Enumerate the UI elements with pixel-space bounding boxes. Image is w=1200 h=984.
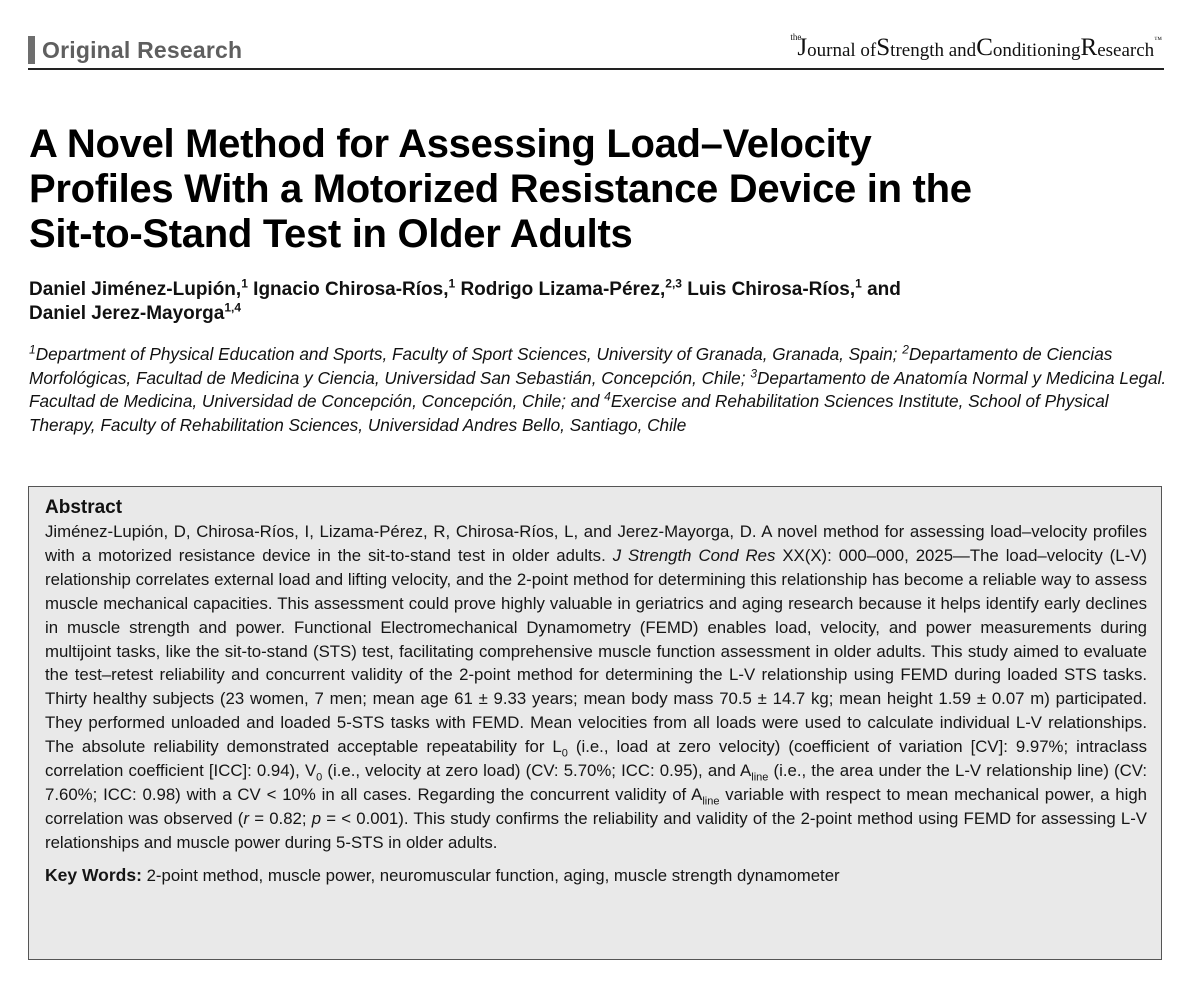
affiliation: Department of Physical Education and Sports, Faculty of Sport Sciences, University of Granada, Granada, Spain; (35, 344, 898, 364)
affiliation: Departamento de Ciencias Morfológicas, Facultad de Medicina y Ciencia, Universidad San Sebastián, Concepción, Chile; (29, 344, 1113, 388)
journal-the: the (790, 32, 802, 42)
author: Ignacio Chirosa-Ríos, (253, 279, 449, 300)
affiliation: Departamento de Anatomía Normal y Medicina Legal. Facultad de Medicina, Universidad de Concepción, Concepción, Chile; and (29, 367, 1167, 411)
page-header (28, 30, 1164, 70)
author: Daniel Jerez-Mayorga (29, 303, 225, 324)
author: Daniel Jiménez-Lupión, (29, 279, 242, 300)
abstract-body: Jiménez-Lupión, D, Chirosa-Ríos, I, Lizama-Pérez, R, Chirosa-Ríos, L, and Jerez-Mayorga, D. A novel method for assessing load–velocity profiles with a motorized resistance device in the sit-to-stand test in older adults. J Strength Cond Res XX(X): 000–000, 2025—The load–velocity (L-V) relationship correlates external load and lifting velocity, and the 2-point method for determining this relationship has become a reliable way to assess muscle mechanical capacities. This assessment could prove highly valuable in geriatrics and aging research because it helps identify early declines in muscle strength and power. Functional Electromechanical Dynamometry (FEMD) enables load, velocity, and power measurements during multijoint tasks, like the sit-to-stand (STS) test, facilitating comprehensive muscle function assessment in older adults. This study aimed to evaluate the test–retest reliability and concurrent validity of the 2-point method for determining the L-V relationship using FEMD during loaded STS tasks. Thirty healthy subjects (23 women, 7 men; mean age 61 ± 9.33 years; mean body mass 70.5 ± 14.7 kg; mean height 1.59 ± 0.07 m) participated. They performed unloaded and loaded 5-STS tasks with FEMD. Mean velocities from all loads were used to calculate individual L-V relationships. The absolute reliability demonstrated acceptable repeatability for $L_0$ (i.e., load at zero velocity) (coefficient of variation [CV]: 9.97%; intraclass correlation coefficient [ICC]: 0.94), $V_0$ (i.e., velocity at zero load) (CV: 5.70%; ICC: 0.95), and $A_{line}$ (i.e., the area under the L-V relationship line) (CV: 7.60%; ICC: 0.98) with a CV < 10% in all cases. Regarding the concurrent validity of $A_{line}$ variable with respect to mean mechanical power, a high correlation was observed (r = 0.82; p = < 0.001). This study confirms the reliability and validity of the 2-point method using FEMD for assessing L-V relationships and muscle power during 5-STS in older adults. (45, 522, 1148, 852)
keywords-label: Key Words: (45, 864, 142, 885)
section-bar (28, 36, 35, 64)
author: Luis Chirosa-Ríos, (687, 279, 856, 300)
journal-logo: the J ournal of S trength and C onditioning R esearch ™ (790, 32, 1162, 61)
affiliation: Exercise and Rehabilitation Sciences Institute, School of Physical Therapy, Faculty of Rehabilitation Sciences, Universidad Andres Bello, Santiago, Chile (29, 391, 1109, 435)
author-list: Daniel Jiménez-Lupión,$^1$ Ignacio Chirosa-Ríos,$^1$ Rodrigo Lizama-Pérez,$^{2,3}$ Luis Chirosa-Ríos,$^1$ and Daniel Jerez-Mayorga$^{1,4}$ (29, 276, 901, 324)
article-title: A Novel Method for Assessing Load–Velocity Profiles With a Motorized Resistance Device in the Sit-to-Stand Test in Older Adults (29, 122, 972, 256)
section-label: Original Research (42, 36, 243, 63)
journal-abbrev: J Strength Cond Res (612, 545, 776, 565)
affiliations: $^1$Department of Physical Education and Sports, Faculty of Sport Sciences, University of Granada, Granada, Spain; $^2$Departamento de Ciencias Morfológicas, Facultad de Medicina y Ciencia, Universidad San Sebastián, Concepción, Chile; $^3$Departamento de Anatomía Normal y Medicina Legal. Facultad de Medicina, Universidad de Concepción, Concepción, Chile; and $^4$Exercise and Rehabilitation Sciences Institute, School of Physical Therapy, Faculty of Rehabilitation Sciences, Universidad Andres Bello, Santiago, Chile (29, 342, 1167, 435)
keywords (45, 863, 1147, 888)
abstract-heading: Abstract (45, 497, 123, 518)
keywords-text: 2-point method, muscle power, neuromuscular function, aging, muscle strength dynamometer (146, 865, 840, 885)
abstract-box (28, 486, 1162, 960)
author: Rodrigo Lizama-Pérez, (460, 279, 666, 300)
section-tag (28, 36, 242, 64)
